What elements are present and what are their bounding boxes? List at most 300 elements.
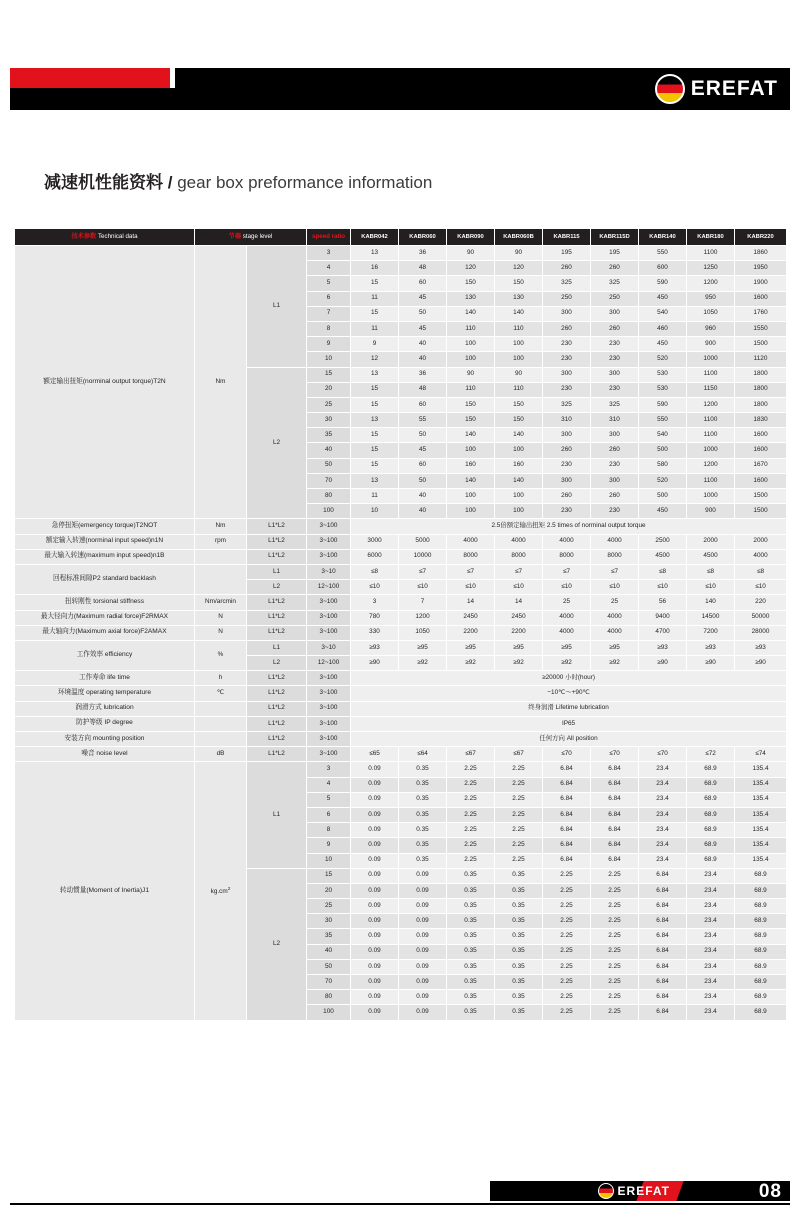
- value-cell: 8000: [495, 549, 543, 564]
- value-cell: 2.25: [447, 838, 495, 853]
- value-cell: 68.9: [735, 899, 787, 914]
- value-cell: 6.84: [591, 792, 639, 807]
- value-cell: 310: [591, 413, 639, 428]
- value-cell: 310: [543, 413, 591, 428]
- value-cell: 0.35: [495, 929, 543, 944]
- value-cell: 3: [351, 595, 399, 610]
- value-cell: 0.09: [399, 883, 447, 898]
- value-span-cell: 任何方向 All position: [351, 732, 787, 747]
- value-cell: ≥95: [591, 640, 639, 655]
- value-cell: 2.25: [543, 914, 591, 929]
- value-cell: 0.09: [351, 914, 399, 929]
- value-cell: 2.25: [591, 914, 639, 929]
- value-cell: 8000: [591, 549, 639, 564]
- value-cell: 6.84: [543, 807, 591, 822]
- value-cell: 36: [399, 367, 447, 382]
- ratio-cell: 3~100: [307, 519, 351, 534]
- value-cell: 1200: [687, 458, 735, 473]
- value-cell: 2.25: [495, 853, 543, 868]
- value-cell: 0.35: [399, 762, 447, 777]
- value-cell: 1670: [735, 458, 787, 473]
- value-cell: 140: [447, 473, 495, 488]
- value-cell: 220: [735, 595, 787, 610]
- stage-cell: L1: [247, 640, 307, 655]
- value-cell: 325: [591, 276, 639, 291]
- value-cell: ≥90: [687, 656, 735, 671]
- value-cell: 0.35: [447, 929, 495, 944]
- value-cell: 9400: [639, 610, 687, 625]
- value-cell: 2.25: [543, 868, 591, 883]
- value-cell: 0.35: [399, 792, 447, 807]
- footer-brand-logo: [598, 1183, 670, 1199]
- value-cell: 530: [639, 367, 687, 382]
- value-cell: 1000: [687, 352, 735, 367]
- value-cell: 6.84: [543, 838, 591, 853]
- value-cell: 50: [399, 473, 447, 488]
- value-cell: 60: [399, 458, 447, 473]
- value-cell: 11: [351, 291, 399, 306]
- value-cell: 2.25: [591, 959, 639, 974]
- header-ratio: speed ratio: [307, 229, 351, 246]
- value-cell: ≤7: [399, 564, 447, 579]
- value-cell: 2.25: [447, 777, 495, 792]
- value-cell: 2.25: [495, 792, 543, 807]
- value-cell: 540: [639, 428, 687, 443]
- value-cell: 45: [399, 321, 447, 336]
- value-cell: 0.09: [351, 807, 399, 822]
- value-cell: 960: [687, 321, 735, 336]
- value-cell: 6.84: [591, 838, 639, 853]
- value-cell: ≤74: [735, 747, 787, 762]
- header-stage-level: 节器 stage level: [195, 229, 307, 246]
- value-cell: 130: [495, 291, 543, 306]
- value-cell: 1800: [735, 382, 787, 397]
- value-cell: 7200: [687, 625, 735, 640]
- value-cell: 4000: [591, 534, 639, 549]
- value-cell: 300: [591, 473, 639, 488]
- ratio-cell: 40: [307, 944, 351, 959]
- ratio-cell: 5: [307, 792, 351, 807]
- row-unit: [195, 564, 247, 594]
- value-cell: 140: [495, 473, 543, 488]
- row-label: 安装方向 mounting position: [15, 732, 195, 747]
- value-cell: 0.09: [399, 975, 447, 990]
- value-cell: 2450: [447, 610, 495, 625]
- value-cell: 23.4: [687, 899, 735, 914]
- value-cell: 0.35: [399, 807, 447, 822]
- value-cell: 1200: [399, 610, 447, 625]
- spec-table-wrapper: [14, 228, 786, 1021]
- header-model-5: KABR115D: [591, 229, 639, 246]
- value-cell: 0.35: [495, 959, 543, 974]
- value-cell: ≥92: [447, 656, 495, 671]
- ratio-cell: 70: [307, 975, 351, 990]
- table-row: [15, 716, 787, 731]
- value-cell: 6.84: [591, 807, 639, 822]
- value-cell: 950: [687, 291, 735, 306]
- row-label: 最大径向力(Maximum radial force)F2RMAX: [15, 610, 195, 625]
- header-model-2: KABR090: [447, 229, 495, 246]
- value-cell: 0.09: [351, 838, 399, 853]
- value-cell: ≥92: [591, 656, 639, 671]
- value-cell: ≤8: [639, 564, 687, 579]
- value-cell: 140: [495, 306, 543, 321]
- value-cell: 230: [543, 382, 591, 397]
- value-cell: 150: [447, 397, 495, 412]
- value-cell: ≤65: [351, 747, 399, 762]
- value-cell: 1100: [687, 473, 735, 488]
- value-cell: ≥92: [399, 656, 447, 671]
- row-unit: N: [195, 625, 247, 640]
- ratio-cell: 3~100: [307, 534, 351, 549]
- table-row: [15, 625, 787, 640]
- value-cell: 68.9: [735, 959, 787, 974]
- value-cell: ≤10: [735, 580, 787, 595]
- value-cell: ≤10: [543, 580, 591, 595]
- value-cell: 2.25: [495, 762, 543, 777]
- row-label-inertia: 转动惯量(Moment of Inertia)J1: [15, 762, 195, 1020]
- row-unit: [195, 732, 247, 747]
- value-cell: 1860: [735, 246, 787, 261]
- page-title-cn: 减速机性能资料: [44, 173, 163, 192]
- value-cell: 0.09: [351, 883, 399, 898]
- row-unit: rpm: [195, 534, 247, 549]
- value-cell: 9: [351, 337, 399, 352]
- value-cell: 2.25: [591, 868, 639, 883]
- value-cell: 15: [351, 443, 399, 458]
- value-cell: 1200: [687, 276, 735, 291]
- value-cell: 500: [639, 489, 687, 504]
- value-cell: ≥93: [735, 640, 787, 655]
- table-row: [15, 671, 787, 686]
- value-cell: 0.35: [495, 868, 543, 883]
- row-unit: ℃: [195, 686, 247, 701]
- value-cell: 6.84: [639, 944, 687, 959]
- value-cell: ≤7: [543, 564, 591, 579]
- value-cell: 2.25: [591, 975, 639, 990]
- value-cell: 68.9: [735, 944, 787, 959]
- ratio-cell: 3~10: [307, 564, 351, 579]
- value-cell: 6000: [351, 549, 399, 564]
- header-technical-data: 技术参数 Technical data: [15, 229, 195, 246]
- value-cell: 100: [495, 352, 543, 367]
- value-cell: 6.84: [639, 899, 687, 914]
- stage-cell: L1*L2: [247, 519, 307, 534]
- value-cell: 6.84: [639, 914, 687, 929]
- value-cell: ≤10: [447, 580, 495, 595]
- value-cell: 2.25: [591, 883, 639, 898]
- ratio-cell: 6: [307, 291, 351, 306]
- header-model-6: KABR140: [639, 229, 687, 246]
- value-cell: 590: [639, 397, 687, 412]
- value-cell: 1800: [735, 397, 787, 412]
- value-cell: 135.4: [735, 853, 787, 868]
- value-cell: 50000: [735, 610, 787, 625]
- value-cell: 0.09: [351, 853, 399, 868]
- ratio-cell: 3~100: [307, 747, 351, 762]
- ratio-cell: 3~100: [307, 671, 351, 686]
- value-cell: 0.09: [399, 1005, 447, 1020]
- value-cell: 1800: [735, 367, 787, 382]
- value-cell: 23.4: [639, 823, 687, 838]
- value-cell: 5000: [399, 534, 447, 549]
- stage-l1-inertia: L1: [247, 762, 307, 868]
- ratio-cell: 100: [307, 1005, 351, 1020]
- value-cell: 230: [591, 504, 639, 519]
- value-cell: 23.4: [639, 792, 687, 807]
- row-unit: [195, 716, 247, 731]
- value-cell: 300: [591, 306, 639, 321]
- value-cell: 0.09: [351, 899, 399, 914]
- value-cell: 6.84: [591, 853, 639, 868]
- value-cell: 260: [591, 321, 639, 336]
- row-unit: [195, 701, 247, 716]
- value-cell: 4000: [543, 625, 591, 640]
- value-cell: ≥93: [639, 640, 687, 655]
- ratio-cell: 12~100: [307, 656, 351, 671]
- value-cell: ≥93: [687, 640, 735, 655]
- value-cell: 230: [543, 458, 591, 473]
- value-cell: 100: [447, 352, 495, 367]
- ratio-cell: 20: [307, 382, 351, 397]
- row-unit: [195, 549, 247, 564]
- value-cell: 135.4: [735, 762, 787, 777]
- value-cell: 0.35: [399, 853, 447, 868]
- value-cell: 2.25: [591, 929, 639, 944]
- ratio-cell: 9: [307, 838, 351, 853]
- value-cell: 140: [495, 428, 543, 443]
- value-cell: 1600: [735, 443, 787, 458]
- row-unit: Nm/arcmin: [195, 595, 247, 610]
- value-cell: 550: [639, 413, 687, 428]
- row-label: 工作寿命 life time: [15, 671, 195, 686]
- value-cell: 2.25: [543, 929, 591, 944]
- value-cell: 6.84: [591, 777, 639, 792]
- value-cell: 2200: [447, 625, 495, 640]
- value-cell: 0.35: [399, 838, 447, 853]
- stage-cell: L1*L2: [247, 732, 307, 747]
- value-cell: 580: [639, 458, 687, 473]
- value-cell: 230: [591, 382, 639, 397]
- ratio-cell: 3~100: [307, 610, 351, 625]
- value-cell: 23.4: [687, 975, 735, 990]
- value-cell: 1600: [735, 291, 787, 306]
- value-cell: 68.9: [687, 807, 735, 822]
- value-cell: 13: [351, 413, 399, 428]
- ratio-cell: 15: [307, 367, 351, 382]
- ratio-cell: 7: [307, 306, 351, 321]
- ratio-cell: 70: [307, 473, 351, 488]
- value-cell: 6.84: [543, 823, 591, 838]
- value-cell: 6.84: [639, 990, 687, 1005]
- value-cell: 1150: [687, 382, 735, 397]
- row-unit: h: [195, 671, 247, 686]
- value-cell: 23.4: [639, 807, 687, 822]
- value-cell: 0.09: [351, 959, 399, 974]
- ratio-cell: 12~100: [307, 580, 351, 595]
- value-cell: 14: [447, 595, 495, 610]
- value-cell: 90: [447, 246, 495, 261]
- value-cell: 1500: [735, 489, 787, 504]
- stage-cell: L2: [247, 656, 307, 671]
- value-cell: ≥95: [495, 640, 543, 655]
- value-cell: 15: [351, 382, 399, 397]
- value-cell: 450: [639, 337, 687, 352]
- value-cell: 1760: [735, 306, 787, 321]
- value-cell: 11: [351, 489, 399, 504]
- value-cell: 0.35: [447, 868, 495, 883]
- brand-logo: [655, 74, 778, 104]
- value-cell: 2.25: [543, 944, 591, 959]
- ratio-cell: 20: [307, 883, 351, 898]
- value-cell: 0.35: [399, 823, 447, 838]
- value-cell: 110: [495, 321, 543, 336]
- value-cell: 0.09: [351, 990, 399, 1005]
- ratio-cell: 6: [307, 807, 351, 822]
- value-cell: 60: [399, 397, 447, 412]
- header-model-7: KABR180: [687, 229, 735, 246]
- value-cell: ≥93: [351, 640, 399, 655]
- value-span-cell: 终身润滑 Lifetime lubrication: [351, 701, 787, 716]
- value-cell: 23.4: [687, 883, 735, 898]
- value-cell: 0.35: [495, 883, 543, 898]
- value-cell: 1500: [735, 337, 787, 352]
- value-cell: 110: [447, 321, 495, 336]
- value-cell: 0.35: [495, 975, 543, 990]
- row-unit: N: [195, 610, 247, 625]
- value-cell: 0.35: [447, 883, 495, 898]
- value-cell: 0.09: [399, 929, 447, 944]
- row-unit: Nm: [195, 519, 247, 534]
- value-cell: 25: [591, 595, 639, 610]
- value-cell: ≤7: [591, 564, 639, 579]
- value-cell: 45: [399, 443, 447, 458]
- value-cell: ≥90: [735, 656, 787, 671]
- value-cell: 140: [687, 595, 735, 610]
- value-cell: 13: [351, 473, 399, 488]
- value-cell: 230: [591, 337, 639, 352]
- value-cell: 4500: [687, 549, 735, 564]
- ratio-cell: 3~100: [307, 732, 351, 747]
- value-cell: 300: [543, 428, 591, 443]
- stage-l2-inertia: L2: [247, 868, 307, 1020]
- value-cell: 780: [351, 610, 399, 625]
- stage-cell: L2: [247, 580, 307, 595]
- value-cell: 60: [399, 276, 447, 291]
- value-cell: 2.25: [543, 883, 591, 898]
- value-cell: ≥90: [639, 656, 687, 671]
- value-cell: 135.4: [735, 838, 787, 853]
- value-cell: 2.25: [543, 975, 591, 990]
- stage-cell: L1*L2: [247, 595, 307, 610]
- value-cell: 23.4: [687, 914, 735, 929]
- value-cell: 150: [495, 413, 543, 428]
- value-cell: 23.4: [687, 929, 735, 944]
- row-label: 急停扭矩(emergency torque)T2NOT: [15, 519, 195, 534]
- value-cell: 0.09: [351, 868, 399, 883]
- value-cell: 2.25: [447, 762, 495, 777]
- value-cell: 68.9: [735, 883, 787, 898]
- value-cell: 6.84: [639, 959, 687, 974]
- value-cell: 0.35: [495, 990, 543, 1005]
- table-row: [15, 549, 787, 564]
- ratio-cell: 25: [307, 397, 351, 412]
- value-cell: 6.84: [639, 883, 687, 898]
- value-cell: 23.4: [687, 868, 735, 883]
- value-cell: ≤7: [495, 564, 543, 579]
- value-cell: 7: [399, 595, 447, 610]
- value-cell: 260: [543, 321, 591, 336]
- value-cell: 68.9: [687, 838, 735, 853]
- stage-cell: L1*L2: [247, 747, 307, 762]
- value-cell: 530: [639, 382, 687, 397]
- value-cell: 1000: [687, 443, 735, 458]
- value-cell: 520: [639, 352, 687, 367]
- value-cell: 6.84: [591, 823, 639, 838]
- value-cell: 40: [399, 489, 447, 504]
- table-row: [15, 564, 787, 579]
- value-cell: 2.25: [447, 807, 495, 822]
- value-cell: 140: [447, 428, 495, 443]
- value-cell: 90: [447, 367, 495, 382]
- value-cell: 15: [351, 276, 399, 291]
- value-cell: 260: [543, 261, 591, 276]
- value-cell: 40: [399, 337, 447, 352]
- value-cell: 260: [591, 261, 639, 276]
- footer-brand-name: EREFAT: [617, 1184, 670, 1198]
- value-cell: 1000: [687, 489, 735, 504]
- value-cell: 68.9: [735, 990, 787, 1005]
- value-cell: 1250: [687, 261, 735, 276]
- row-label: 扭转刚性 torsional stiffness: [15, 595, 195, 610]
- value-cell: 6.84: [639, 868, 687, 883]
- value-cell: 2.25: [591, 1005, 639, 1020]
- value-cell: 130: [447, 291, 495, 306]
- value-cell: 2000: [735, 534, 787, 549]
- value-cell: 4000: [543, 534, 591, 549]
- value-cell: 68.9: [735, 914, 787, 929]
- value-cell: 2.25: [447, 792, 495, 807]
- value-cell: 230: [591, 352, 639, 367]
- value-cell: 8000: [543, 549, 591, 564]
- value-cell: 14: [495, 595, 543, 610]
- value-cell: 10: [351, 504, 399, 519]
- value-cell: 4000: [495, 534, 543, 549]
- stage-cell: L1*L2: [247, 716, 307, 731]
- table-row: [15, 762, 787, 777]
- value-cell: 90: [495, 246, 543, 261]
- value-cell: 300: [591, 367, 639, 382]
- stage-l2: L2: [247, 367, 307, 519]
- row-unit: %: [195, 640, 247, 670]
- row-label: 工作效率 efficiency: [15, 640, 195, 670]
- value-cell: 0.35: [495, 914, 543, 929]
- value-cell: 23.4: [687, 944, 735, 959]
- row-label: 环境温度 operating temperature: [15, 686, 195, 701]
- value-cell: 135.4: [735, 792, 787, 807]
- value-cell: 1100: [687, 246, 735, 261]
- value-cell: 460: [639, 321, 687, 336]
- value-cell: ≤70: [639, 747, 687, 762]
- value-cell: ≤72: [687, 747, 735, 762]
- value-cell: 48: [399, 261, 447, 276]
- value-cell: 68.9: [735, 975, 787, 990]
- value-cell: 1600: [735, 473, 787, 488]
- value-cell: 6.84: [543, 853, 591, 868]
- value-cell: 4700: [639, 625, 687, 640]
- value-cell: 260: [543, 443, 591, 458]
- stage-cell: L1*L2: [247, 686, 307, 701]
